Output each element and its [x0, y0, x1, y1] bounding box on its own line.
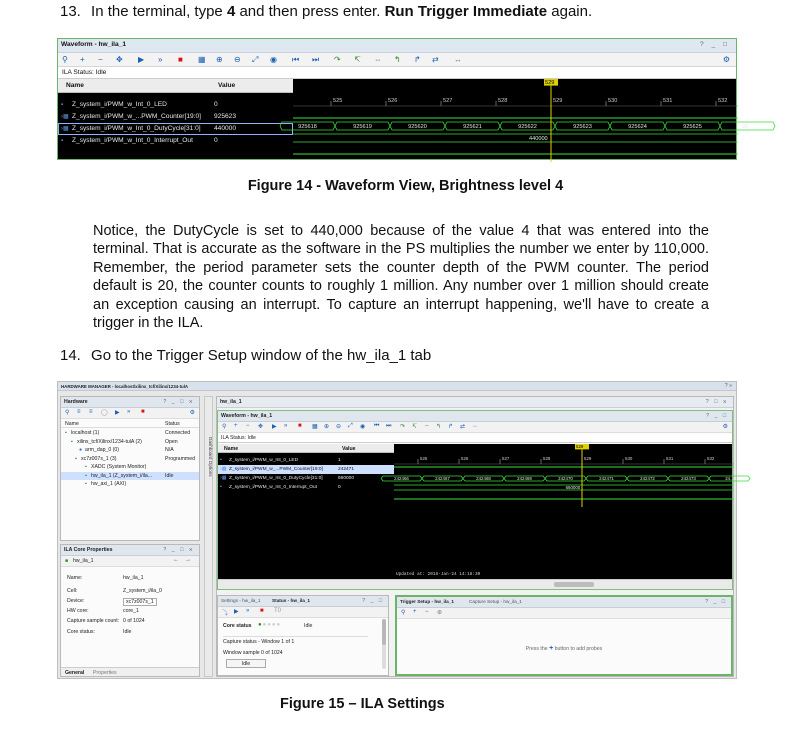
plus-icon[interactable]: + — [549, 645, 554, 652]
scroll-thumb[interactable] — [554, 582, 594, 587]
play-icon[interactable]: ▶ — [234, 609, 239, 615]
property-key: Core status: — [67, 629, 95, 635]
signal-name: Z_system_i/PWM_w_...PWM_Counter[19:0] — [229, 467, 323, 472]
explanation-paragraph: Notice, the DutyCycle is set to 440,000 because of the value 4 that was entered into the terminal. That is accurate as the software in the PS multiplies the number we enter by 110,000. Remember, the period parameter sets the counter depth of the PWM counter. The period default is 20, the counter counts to roughly 1 million. Any number over 1 million should create an exception causing an interrupt. To capture an interrupt happening, we'll have to create a trigger in the ILA. — [93, 223, 709, 332]
counter-bus-value: 925620 — [408, 123, 427, 130]
core-properties-panel — [60, 544, 200, 677]
bit-signal-icon: ▪ — [61, 102, 64, 108]
signal-name: Z_system_i/PWM_w_Int_0_LED — [72, 101, 167, 108]
hardware-node-name: hw_axi_1 (AXI) — [91, 481, 127, 487]
zoom-out-icon[interactable]: ⊖ — [234, 55, 241, 64]
waveform-scrollbar[interactable] — [218, 579, 732, 589]
signal-value: 925623 — [214, 113, 237, 120]
time-tick-label: 529 — [584, 456, 592, 461]
add-marker-icon[interactable]: ⇔ — [374, 55, 382, 64]
stop-icon[interactable]: ■ — [141, 409, 145, 415]
property-key: Device: — [67, 598, 85, 604]
core-properties-title-bar — [61, 545, 199, 556]
property-value: hw_ila_1 — [123, 575, 144, 581]
swap-cursor-icon[interactable]: ⇄ — [460, 424, 466, 430]
hardware-node-icon: ▪ — [85, 481, 87, 487]
signal-value: 0 — [338, 485, 341, 490]
zoom-fit-icon[interactable]: ⤢ — [252, 55, 259, 64]
col-status: Status — [165, 421, 180, 427]
signal-row[interactable] — [58, 99, 293, 111]
tab-properties[interactable]: Properties — [93, 670, 117, 676]
col-name: Name — [66, 82, 84, 89]
signal-row[interactable] — [218, 465, 394, 474]
add-marker-icon[interactable]: ⇔ — [424, 423, 430, 429]
signal-name: Z_system_i/PWM_w_Int_0_DutyCycle[31:0] — [72, 125, 201, 132]
counter-bus-value: 925622 — [518, 123, 537, 130]
zoom-fit-icon[interactable]: ⤢ — [348, 423, 353, 429]
hardware-toolbar — [61, 408, 199, 419]
capture-status: Capture status - Window 1 of 1 — [223, 639, 295, 645]
counter-bus-value: 242470 — [558, 475, 573, 481]
property-key: Cell: — [67, 588, 78, 594]
ila-core-icon: ■ — [65, 558, 69, 564]
hw-ila-tab-title — [217, 397, 733, 408]
property-key: Name: — [67, 575, 83, 581]
counter-bus-value: 92... — [742, 123, 753, 130]
app-title-bar — [58, 382, 736, 391]
panel-controls[interactable]: ? _ □ — [705, 599, 727, 605]
bit-signal-icon: ▪ — [220, 484, 222, 490]
hardware-node-name: hw_ila_1 (Z_system_i/ila... — [91, 472, 153, 479]
col-value: Value — [342, 446, 356, 452]
waveform-plot — [394, 444, 732, 579]
tab-settings[interactable]: Settings - hw_ila_1 — [221, 598, 261, 603]
time-tick-label: 530 — [625, 456, 633, 461]
cursor-marker-label: 529 — [576, 443, 584, 449]
export-icon[interactable]: ▦ — [198, 55, 206, 64]
signal-name: Z_system_i/PWM_w_Int_0_Interrupt_Out — [229, 485, 317, 490]
hardware-node-icon: ▪ — [85, 472, 87, 479]
signal-row[interactable] — [218, 456, 394, 465]
panel-title: Hardware — [64, 399, 88, 405]
app-title: HARDWARE MANAGER - localhost/xilinx_tcf/Xilinx/1234-tulA — [61, 384, 189, 389]
waveform-svg — [293, 79, 753, 159]
signal-value: 0 — [214, 101, 218, 108]
time-tick-label: 527 — [443, 98, 453, 104]
minus-icon[interactable]: − — [246, 423, 250, 429]
gear-icon[interactable]: ⚙ — [722, 55, 730, 64]
property-value: 0 of 1024 — [123, 618, 145, 624]
stop-icon[interactable]: ■ — [178, 55, 183, 64]
tab-status[interactable]: Status - hw_ila_1 — [272, 598, 311, 603]
property-key: HW core: — [67, 608, 89, 614]
step-text: and then press enter. — [235, 3, 385, 20]
inner-waveform-window — [217, 410, 733, 590]
signal-row[interactable] — [218, 474, 394, 483]
play-icon[interactable]: ▶ — [272, 424, 277, 430]
bit-signal-icon: ▪ — [220, 457, 222, 463]
gear-icon[interactable]: ⚙ — [722, 424, 728, 430]
divider — [223, 636, 368, 637]
status-panel — [217, 595, 389, 676]
waveform-svg — [394, 444, 734, 579]
signal-row[interactable] — [218, 483, 394, 492]
panel-controls[interactable]: ? _ □ ⨯ — [163, 547, 195, 553]
hardware-tree-item[interactable] — [61, 446, 199, 454]
move-icon[interactable]: ✥ — [116, 55, 123, 64]
counter-bus-value: 24... — [725, 475, 734, 481]
hint-text: Press the — [525, 646, 548, 652]
ila-status: ILA Status: Idle — [218, 434, 732, 443]
step-number: 14. — [60, 347, 81, 364]
time-tick-label: 532 — [718, 98, 728, 104]
counter-bus-value: 925624 — [628, 123, 647, 130]
back-icon[interactable]: ← — [173, 557, 179, 563]
go-first-icon[interactable]: ⏮ — [374, 423, 380, 429]
play-icon[interactable]: ▶ — [138, 55, 145, 64]
hw-ila-tab-container — [216, 396, 734, 677]
play-icon[interactable]: ▶ — [115, 410, 120, 416]
condition-icon[interactable]: ⊛ — [437, 610, 443, 616]
time-tick-label: 526 — [388, 98, 398, 104]
counter-bus-value: 242472 — [640, 475, 655, 481]
step-action: Run Trigger Immediate — [384, 3, 548, 20]
run-trigger-icon[interactable]: ⤵ — [222, 611, 229, 617]
counter-bus-value: 925623 — [573, 123, 592, 130]
core-status-value: Idle — [304, 623, 313, 629]
hardware-panel — [60, 396, 200, 541]
window-controls[interactable]: ? _ □ — [706, 413, 728, 419]
move-icon[interactable]: ✥ — [258, 424, 264, 430]
waveform-toolbar — [218, 422, 732, 433]
signal-value: 440000 — [214, 125, 237, 132]
step-13 — [60, 3, 592, 21]
figure-15-caption: Figure 15 – ILA Settings — [280, 696, 445, 712]
status-panel-tabs — [218, 596, 388, 607]
trigger-now-icon[interactable]: T0 — [274, 608, 282, 614]
names-header — [218, 444, 394, 453]
minus-icon[interactable]: − — [425, 609, 429, 615]
stop-icon[interactable]: ■ — [298, 423, 302, 429]
hardware-node-status: N/A — [165, 447, 174, 453]
counter-bus-value: 925619 — [353, 123, 372, 130]
col-name: Name — [224, 446, 239, 452]
hardware-node-name: xilinx_tcf/Xilinx/1234-tulA (2) — [77, 438, 142, 445]
window-title: Waveform - hw_ila_1 — [61, 41, 126, 48]
help-icon[interactable]: ? » — [724, 383, 732, 389]
hardware-node-icon: ● — [79, 447, 83, 453]
counter-bus-value: 242473 — [681, 475, 696, 481]
hint-text: button to add probes — [554, 646, 603, 652]
duty-bus-value: 440000 — [529, 135, 548, 142]
counter-bus-value: 925621 — [463, 123, 482, 130]
search-icon[interactable]: ⚲ — [62, 55, 68, 64]
trigger-toolbar — [397, 608, 731, 619]
go-last-icon[interactable]: ⏭ — [312, 55, 320, 64]
status-toolbar — [218, 607, 388, 618]
hardware-tree-item[interactable] — [61, 480, 199, 488]
zoom-cursor-icon[interactable]: ◉ — [270, 55, 277, 64]
time-tick-label: 525 — [420, 456, 428, 461]
time-tick-label: 531 — [663, 98, 673, 104]
time-tick-label: 527 — [502, 456, 510, 461]
next-transition-icon[interactable]: ↸ — [354, 55, 361, 64]
figure-14-caption: Figure 14 - Waveform View, Brightness level 4 — [247, 178, 564, 194]
col-name: Name — [65, 421, 79, 427]
fast-forward-icon[interactable]: » — [127, 409, 131, 415]
time-tick-label: 528 — [498, 98, 508, 104]
bus-signal-icon: ›▦ — [220, 466, 227, 472]
hardware-node-status: Connected — [165, 430, 191, 436]
hardware-node-status: Open — [165, 438, 178, 445]
window-title: Waveform - hw_ila_1 — [221, 413, 273, 419]
search-icon[interactable]: ⚲ — [401, 610, 406, 616]
signal-row[interactable] — [58, 123, 293, 135]
forward-icon[interactable]: → — [185, 557, 191, 563]
expand-icon[interactable]: ≡ — [89, 409, 93, 415]
prev-transition-icon[interactable]: ↷ — [334, 55, 341, 64]
hardware-node-name: localhost (1) — [71, 430, 100, 436]
hardware-tree-item[interactable] — [61, 463, 199, 471]
time-tick-label: 526 — [461, 456, 469, 461]
hardware-node-icon: ▪ — [71, 438, 73, 445]
zoom-in-icon[interactable]: ⊕ — [216, 55, 223, 64]
signal-names-pane — [58, 79, 293, 159]
step-text: Go to the Trigger Setup window of the hw_ila_1 tab — [91, 347, 432, 364]
time-tick-label: 532 — [707, 456, 715, 461]
fast-forward-icon[interactable]: » — [246, 608, 250, 614]
counter-bus-value: 925625 — [683, 123, 702, 130]
prev-marker-icon[interactable]: ↰ — [394, 55, 401, 64]
snap-icon[interactable]: ↔ — [454, 55, 462, 64]
hardware-node-name: arm_dap_0 (0) — [85, 447, 120, 453]
waveform-title-bar — [218, 411, 732, 422]
panel-controls[interactable]: ? _ □ ⨯ — [163, 399, 195, 405]
signal-value: 0 — [214, 137, 218, 144]
step-number: 13. — [60, 3, 81, 20]
hardware-tree — [61, 429, 199, 499]
dashboard-options-tab[interactable]: Dashboard Options — [208, 437, 213, 477]
counter-bus-value: 242471 — [599, 475, 614, 481]
hardware-tree-item[interactable] — [61, 455, 199, 463]
bus-signal-icon: ›▦ — [61, 114, 69, 120]
panel-controls[interactable]: ? _ □ — [362, 598, 384, 604]
signal-value: 1 — [338, 458, 341, 463]
window-controls[interactable]: ? _ □ — [700, 41, 730, 48]
hardware-node-icon: ▪ — [65, 430, 67, 436]
property-value: core_1 — [123, 608, 139, 614]
trigger-setup-panel — [395, 595, 733, 676]
waveform-plot — [293, 79, 753, 159]
tab-capture-setup[interactable]: Capture Setup - hw_ila_1 — [469, 599, 522, 604]
hardware-tree-item[interactable] — [61, 438, 199, 446]
bus-signal-icon: ›▦ — [61, 126, 69, 132]
hardware-node-name: XADC (System Monitor) — [91, 464, 147, 470]
export-icon[interactable]: ▦ — [312, 424, 318, 430]
ila-status: ILA Status: Idle — [58, 67, 736, 79]
step-value: 4 — [226, 3, 236, 20]
signal-rows — [218, 456, 394, 492]
scroll-thumb[interactable] — [382, 619, 386, 645]
next-marker-icon[interactable]: ↱ — [448, 424, 454, 430]
plus-icon[interactable]: + — [234, 423, 238, 429]
cursor-marker-label: 529 — [545, 80, 555, 87]
core-properties-tabs — [61, 667, 199, 676]
signal-row[interactable] — [58, 135, 293, 147]
names-header — [58, 79, 293, 93]
property-value[interactable]: xc7z007s_1 — [123, 598, 157, 606]
waveform-window-figure-14 — [57, 38, 753, 160]
connect-icon[interactable]: ◯ — [101, 410, 108, 416]
go-last-icon[interactable]: ⏭ — [386, 423, 392, 429]
counter-bus-value: 925618 — [298, 123, 317, 130]
side-tab-strip — [204, 396, 213, 677]
bus-signal-icon: ›▦ — [220, 475, 227, 481]
collapse-icon[interactable]: ≡ — [77, 409, 81, 415]
hardware-node-icon: ▪ — [75, 455, 77, 462]
hardware-node-status: Idle — [165, 472, 174, 479]
step-14 — [60, 347, 431, 365]
core-status-label: Core status — [223, 623, 252, 629]
stop-icon[interactable]: ■ — [260, 608, 264, 614]
counter-bus-value: 242466 — [394, 475, 409, 481]
hardware-tree-item[interactable] — [61, 472, 199, 480]
prev-marker-icon[interactable]: ↰ — [436, 424, 442, 430]
waveform-title-bar — [58, 39, 736, 53]
waveform-toolbar — [58, 53, 736, 67]
waveform-area — [58, 79, 753, 159]
zoom-out-icon[interactable]: ⊖ — [336, 424, 342, 430]
plus-icon[interactable]: + — [413, 609, 417, 615]
counter-bus-value: 242467 — [435, 475, 450, 481]
tab-general[interactable]: General — [65, 670, 85, 676]
time-tick-label: 530 — [608, 98, 618, 104]
tab-trigger-setup[interactable]: Trigger Setup - hw_ila_1 — [400, 599, 454, 604]
next-marker-icon[interactable]: ↱ — [414, 55, 421, 64]
next-transition-icon[interactable]: ↸ — [412, 424, 418, 430]
step-text: In the terminal, type — [91, 3, 227, 20]
time-tick-label: 528 — [543, 456, 551, 461]
status-indicator-icons: ●●●●● — [258, 622, 282, 628]
signal-value: 242471 — [338, 467, 355, 472]
signal-name: Z_system_i/PWM_w_Int_0_Interrupt_Out — [72, 137, 193, 144]
signal-rows — [58, 99, 293, 147]
property-value: Z_system_i/ila_0 — [123, 588, 162, 594]
add-probes-hint — [397, 645, 731, 652]
panel-title: ILA Core Properties — [64, 547, 113, 553]
signal-name: Z_system_i/PWM_w_...PWM_Counter[19:0] — [72, 113, 201, 120]
signal-value: 660000 — [338, 476, 355, 481]
step-text: again. — [547, 3, 593, 20]
hardware-tree-item[interactable] — [61, 429, 199, 437]
time-tick-label: 531 — [666, 456, 674, 461]
snap-icon[interactable]: ↔ — [472, 423, 478, 429]
property-value: Idle — [123, 629, 132, 635]
hardware-title-bar — [61, 397, 199, 408]
signal-name: Z_system_i/PWM_w_Int_0_LED — [229, 458, 299, 463]
zoom-in-icon[interactable]: ⊕ — [324, 424, 330, 430]
signal-names-pane — [218, 444, 394, 579]
swap-cursor-icon[interactable]: ⇄ — [432, 55, 439, 64]
hardware-header — [61, 420, 199, 428]
property-key: Capture sample count: — [67, 618, 120, 624]
counter-bus-value: 242468 — [476, 475, 491, 481]
bit-signal-icon: ▪ — [61, 138, 64, 144]
ila-settings-figure-15 — [57, 381, 737, 679]
col-value: Value — [218, 82, 236, 89]
tab-title: hw_ila_1 — [220, 399, 242, 405]
hardware-node-name: xc7z007s_1 (3) — [81, 455, 117, 462]
prev-transition-icon[interactable]: ↷ — [400, 424, 406, 430]
signal-row[interactable] — [58, 111, 293, 123]
core-properties-toolbar — [61, 556, 199, 567]
fast-forward-icon[interactable]: » — [284, 423, 288, 429]
fast-forward-icon[interactable]: » — [158, 55, 163, 64]
signal-name: Z_system_i/PWM_w_Int_0_DutyCycle[31:0] — [229, 476, 323, 481]
time-tick-label: 525 — [333, 98, 343, 104]
updated-timestamp: Updated at: 2016-Jan-24 14:18:30 — [396, 572, 481, 577]
hardware-node-icon: ▪ — [85, 464, 87, 470]
go-first-icon[interactable]: ⏮ — [292, 55, 300, 64]
hardware-node-status: Programmed — [165, 455, 195, 462]
trigger-panel-tabs — [397, 597, 731, 608]
window-sample: Window sample 0 of 1024 — [223, 650, 283, 656]
time-tick-label: 529 — [553, 98, 563, 104]
zoom-cursor-icon[interactable]: ◉ — [360, 424, 366, 430]
gear-icon[interactable]: ⚙ — [189, 410, 195, 416]
panel-controls[interactable]: ? □ ⨯ — [705, 399, 729, 405]
plus-icon[interactable]: + — [80, 55, 85, 64]
minus-icon[interactable]: − — [98, 55, 103, 64]
core-item-name: hw_ila_1 — [73, 558, 94, 564]
duty-bus-value: 660000 — [565, 484, 581, 490]
idle-button[interactable]: Idle — [226, 659, 266, 668]
counter-bus-value: 242469 — [517, 475, 532, 481]
search-icon[interactable]: ⚲ — [65, 410, 70, 416]
search-icon[interactable]: ⚲ — [222, 424, 227, 430]
status-scrollbar[interactable] — [382, 619, 386, 669]
